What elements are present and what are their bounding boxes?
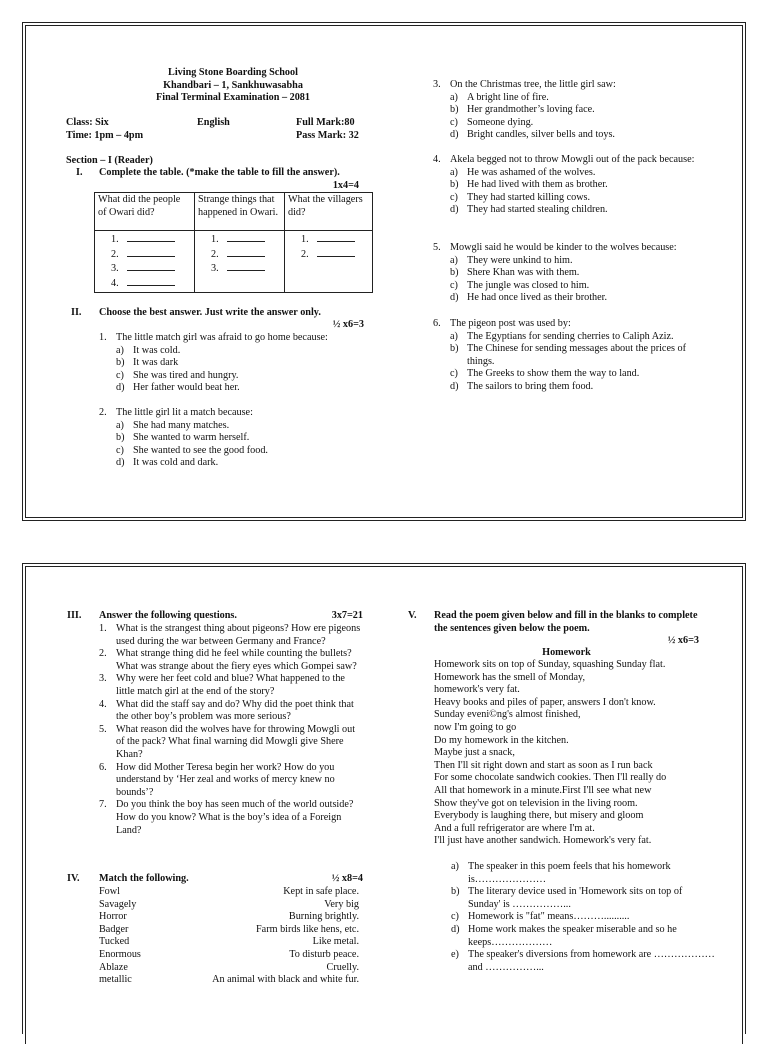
poem-line: Then I'll sit right down and start as soon as I run back <box>434 759 653 771</box>
match-row: Savagely Very big <box>99 898 359 910</box>
poem-line: And a full refrigerator are where I'm at. <box>434 822 595 834</box>
option: b) He had lived with them as brother. <box>450 179 608 191</box>
mcq-question <box>433 318 713 394</box>
poem-line: Sunday eveni©ng's almost finished, <box>434 709 581 721</box>
question-number: 3. <box>433 79 441 90</box>
match-row: Tucked Like metal. <box>99 936 359 948</box>
match-row: Ablaze Cruelly. <box>99 961 359 973</box>
section-title: Section – I (Reader) <box>66 155 153 166</box>
poem-line: Show they've got on television in the living room. <box>434 797 638 809</box>
option: d) It was cold and dark. <box>116 457 219 469</box>
q4-marks: ½ x8=4 <box>331 873 363 884</box>
list-item: c) Homework is "fat" means……….......... <box>451 911 630 923</box>
school-header <box>23 67 443 105</box>
match-list <box>99 886 359 987</box>
answer-table <box>94 192 373 293</box>
list-item: 7. Do you think the boy has seen much of the world outside? How do you know? What is the boy’s idea of a Foreign Land? <box>99 799 354 836</box>
mcq-question <box>433 79 723 142</box>
list-item: 4. What did the staff say and do? Why did the poet think that the other boy’s problem was more serious? <box>99 698 354 723</box>
option: c) She wanted to see the good food. <box>116 444 268 456</box>
question-number: 6. <box>433 318 441 329</box>
table-cell <box>285 231 373 293</box>
mcq-question <box>99 332 379 395</box>
blank-number: 3. <box>211 263 219 275</box>
question-text: On the Christmas tree, the little girl saw: <box>450 79 616 90</box>
poem-line: All that homework in a minute.First I'll see what new <box>434 784 652 796</box>
option: c) She was tired and hungry. <box>116 369 239 381</box>
answer-blank <box>127 276 175 286</box>
option: a) She had many matches. <box>116 419 230 431</box>
blank-number: 2. <box>111 248 119 260</box>
option: a) The Egyptians for sending cherries to Caliph Aziz. <box>450 330 674 342</box>
poem-line: Everybody is laughing there, but misery and gloom <box>434 810 644 822</box>
question-text: The pigeon post was used by: <box>450 318 571 329</box>
blank-number: 1. <box>111 234 119 245</box>
poem-title: Homework <box>542 647 591 658</box>
match-row: Fowl Kept in safe place. <box>99 886 359 897</box>
answer-blank <box>227 261 265 271</box>
class-label: Class: Six <box>66 117 109 128</box>
answer-blank <box>227 232 265 242</box>
answer-blank <box>317 232 355 242</box>
option: c) Someone dying. <box>450 116 534 128</box>
q2-number: II. <box>71 307 82 318</box>
list-item: 1. What is the strangest thing about pigeons? How ere pigeons used during the war between Germany and France? <box>99 623 361 647</box>
match-row: Enormous To disturb peace. <box>99 948 359 960</box>
option: b) Shere Khan was with them. <box>450 267 580 279</box>
table-header: Strange things that happened in Owari. <box>195 193 285 231</box>
poem <box>434 659 734 848</box>
q5-number: V. <box>408 610 417 621</box>
option: a) They were unkind to him. <box>450 254 573 266</box>
exam-title: Final Terminal Examination – 2081 <box>156 92 310 104</box>
blank-number: 2. <box>301 248 309 260</box>
list-item: d) Home work makes the speaker miserable and so he keeps……………… <box>451 923 677 948</box>
question-text: Akela begged not to throw Mowgli out of the pack because: <box>450 154 695 165</box>
poem-line: now I'm going to go <box>434 721 517 733</box>
poem-line: For some chocolate sandwich cookies. Then I'll really do <box>434 772 667 784</box>
q1-number: I. <box>76 167 83 178</box>
list-item: 6. How did Mother Teresa begin her work? How do you understand by ‘Her zeal and works of mercy knew no bounds’? <box>99 761 335 798</box>
option: b) It was dark <box>116 357 179 369</box>
q4-instruction: Match the following. <box>99 873 189 884</box>
question-text: The little match girl was afraid to go home because: <box>116 332 328 343</box>
option: a) A bright line of fire. <box>450 91 549 103</box>
option: d) He had once lived as their brother. <box>450 292 608 304</box>
subject-label: English <box>197 117 230 128</box>
school-name: Living Stone Boarding School <box>168 67 298 78</box>
option: c) The Greeks to show them the way to land. <box>450 368 640 380</box>
q3-instruction: Answer the following questions. <box>99 610 237 621</box>
question-text: Mowgli said he would be kinder to the wolves because: <box>450 242 677 253</box>
option: b) Her grandmother’s loving face. <box>450 104 595 116</box>
question-number: 1. <box>99 332 107 343</box>
mcq-question <box>433 154 698 217</box>
option: d) The sailors to bring them food. <box>450 380 594 392</box>
full-mark: Full Mark:80 <box>296 117 355 128</box>
poem-line: Maybe just a snack, <box>434 747 515 759</box>
table-cell <box>195 231 285 293</box>
option: d) They had started stealing children. <box>450 204 608 216</box>
table-header: What did the people of Owari did? <box>95 193 195 231</box>
match-row: metallic An animal with black and white fur. <box>99 974 359 986</box>
mcq-question <box>99 407 379 470</box>
question-text: The little girl lit a match because: <box>116 407 253 418</box>
q4-number: IV. <box>67 873 80 884</box>
poem-line: I'll just have another sandwich. Homework's very fat. <box>434 835 652 847</box>
list-item: b) The literary device used in 'Homework sits on top of Sunday' is ……………... <box>451 886 683 910</box>
answer-blank <box>317 247 355 257</box>
option: d) Her father would beat her. <box>116 382 240 394</box>
question-number: 5. <box>433 242 441 253</box>
q5-marks: ½ x6=3 <box>667 635 699 646</box>
option: d) Bright candles, silver bells and toys. <box>450 129 615 141</box>
match-row: Horror Burning brightly. <box>99 911 359 923</box>
option: b) The Chinese for sending messages about the prices of things. <box>450 343 686 367</box>
blank-number: 1. <box>301 234 309 245</box>
q3-marks: 3x7=21 <box>331 610 363 621</box>
match-row: Badger Farm birds like hens, etc. <box>99 923 359 935</box>
page-2 <box>22 563 746 1034</box>
poem-line: Homework sits on top of Sunday, squashing Sunday flat. <box>434 659 666 670</box>
answer-blank <box>227 247 265 257</box>
table-header: What the villagers did? <box>285 193 373 231</box>
question-number: 4. <box>433 154 441 165</box>
blank-number: 1. <box>211 234 219 245</box>
poem-line: homework's very fat. <box>434 684 520 696</box>
option: c) The jungle was closed to him. <box>450 279 590 291</box>
q2-instruction: Choose the best answer. Just write the answer only. <box>99 307 321 318</box>
q3-number: III. <box>67 610 82 621</box>
question-number: 2. <box>99 407 107 418</box>
list-item: 3. Why were her feet cold and blue? What happened to the little match girl at the end of the story? <box>99 673 345 697</box>
blank-number: 4. <box>111 277 119 289</box>
q3-list <box>99 623 361 837</box>
school-address: Khandbari – 1, Sankhuwasabha <box>163 79 303 91</box>
fill-blanks <box>451 861 716 974</box>
q5-instruction: Read the poem given below and fill in the blanks to complete the sentences given below the poem. <box>434 610 698 634</box>
blank-number: 3. <box>111 263 119 275</box>
blank-number: 2. <box>211 248 219 260</box>
pass-mark: Pass Mark: 32 <box>296 130 359 141</box>
option: c) They had started killing cows. <box>450 191 591 203</box>
option: b) She wanted to warm herself. <box>116 432 250 444</box>
q1-marks: 1x4=4 <box>332 180 359 191</box>
q2-marks: ½ x6=3 <box>332 319 364 330</box>
poem-line: Homework has the smell of Monday, <box>434 671 585 683</box>
page-1 <box>22 22 746 521</box>
answer-blank <box>127 247 175 257</box>
answer-blank <box>127 261 175 271</box>
time-label: Time: 1pm – 4pm <box>66 130 144 141</box>
answer-blank <box>127 232 175 242</box>
list-item: a) The speaker in this poem feels that his homework is………………… <box>451 861 671 885</box>
table-cell <box>95 231 195 293</box>
option: a) He was ashamed of the wolves. <box>450 166 596 178</box>
poem-line: Do my homework in the kitchen. <box>434 734 569 746</box>
q1-instruction: Complete the table. (*make the table to fill the answer). <box>99 167 340 178</box>
list-item: 5. What reason did the wolves have for throwing Mowgli out of the pack? What final warning did Mowgli give Shere Khan? <box>99 723 356 760</box>
list-item: e) The speaker's diversions from homework are ……………… and ……………... <box>451 949 715 973</box>
poem-line: Heavy books and piles of paper, answers I don't know. <box>434 696 656 708</box>
mcq-question <box>433 242 723 305</box>
option: a) It was cold. <box>116 344 181 356</box>
list-item: 2. What strange thing did he feel while counting the bullets? What was strange about the fiery eyes which Gompei saw? <box>99 648 357 672</box>
